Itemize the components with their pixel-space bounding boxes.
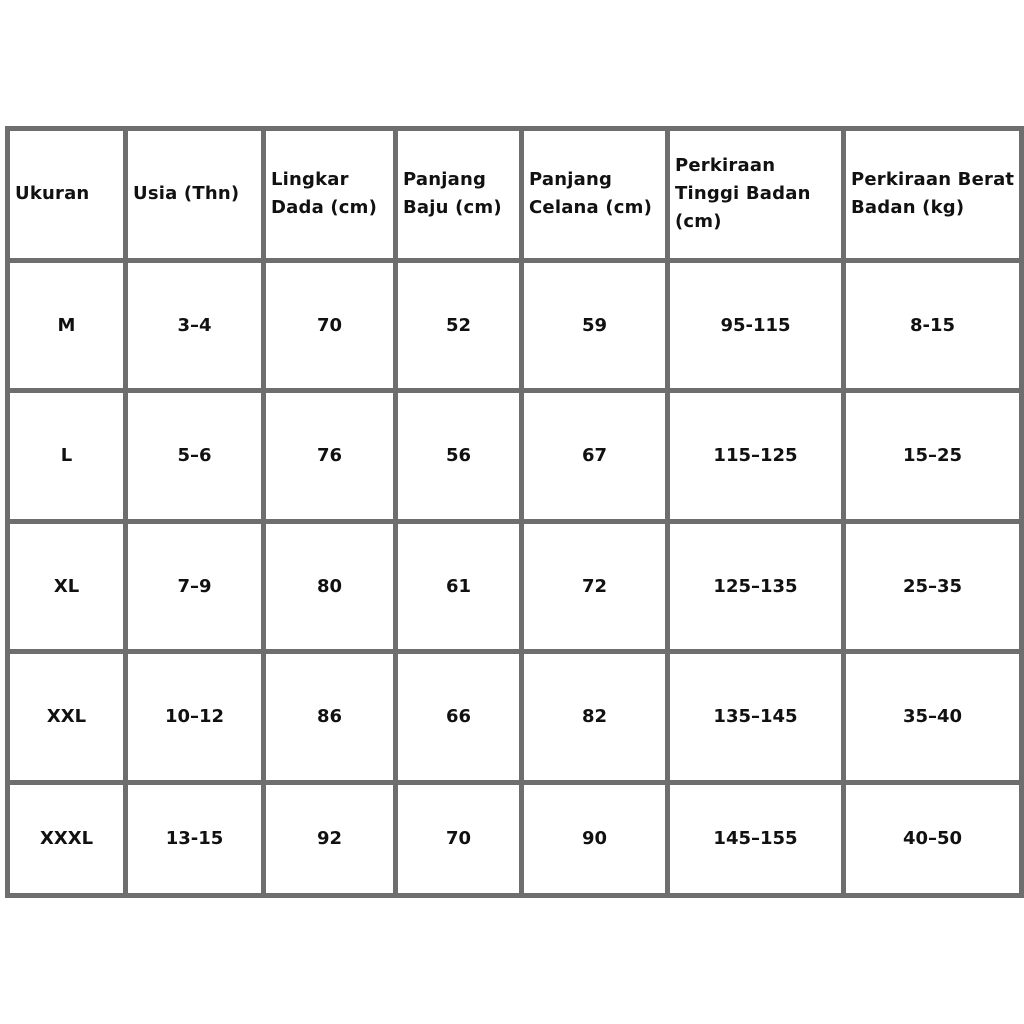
cell-panjang-baju: 52 <box>396 260 522 391</box>
cell-panjang-celana: 90 <box>522 782 668 896</box>
cell-panjang-celana: 82 <box>522 652 668 783</box>
table-row <box>8 652 1022 783</box>
cell-usia: 5–6 <box>126 391 264 522</box>
cell-berat-badan: 35–40 <box>844 652 1022 783</box>
header-usia: Usia (Thn) <box>126 129 264 261</box>
cell-tinggi-badan: 125–135 <box>668 521 844 652</box>
cell-usia: 7–9 <box>126 521 264 652</box>
cell-lingkar-dada: 76 <box>264 391 396 522</box>
cell-usia: 3–4 <box>126 260 264 391</box>
table-row <box>8 260 1022 391</box>
header-ukuran: Ukuran <box>8 129 126 261</box>
cell-lingkar-dada: 70 <box>264 260 396 391</box>
cell-panjang-celana: 59 <box>522 260 668 391</box>
header-lingkar-dada: Lingkar Dada (cm) <box>264 129 396 261</box>
size-chart-table <box>5 126 1024 898</box>
cell-panjang-baju: 61 <box>396 521 522 652</box>
cell-ukuran: XXXL <box>8 782 126 896</box>
header-berat-badan: Perkiraan Berat Badan (kg) <box>844 129 1022 261</box>
cell-berat-badan: 40–50 <box>844 782 1022 896</box>
cell-berat-badan: 25–35 <box>844 521 1022 652</box>
header-tinggi-badan: Perkiraan Tinggi Badan (cm) <box>668 129 844 261</box>
cell-lingkar-dada: 86 <box>264 652 396 783</box>
cell-tinggi-badan: 115–125 <box>668 391 844 522</box>
cell-usia: 13-15 <box>126 782 264 896</box>
header-panjang-celana: Panjang Celana (cm) <box>522 129 668 261</box>
table-row <box>8 521 1022 652</box>
cell-panjang-baju: 56 <box>396 391 522 522</box>
header-row <box>8 129 1022 261</box>
cell-berat-badan: 15–25 <box>844 391 1022 522</box>
cell-panjang-celana: 72 <box>522 521 668 652</box>
cell-berat-badan: 8-15 <box>844 260 1022 391</box>
cell-panjang-celana: 67 <box>522 391 668 522</box>
cell-usia: 10–12 <box>126 652 264 783</box>
cell-ukuran: L <box>8 391 126 522</box>
cell-tinggi-badan: 145–155 <box>668 782 844 896</box>
cell-panjang-baju: 66 <box>396 652 522 783</box>
cell-tinggi-badan: 95-115 <box>668 260 844 391</box>
cell-panjang-baju: 70 <box>396 782 522 896</box>
cell-tinggi-badan: 135–145 <box>668 652 844 783</box>
header-panjang-baju: Panjang Baju (cm) <box>396 129 522 261</box>
cell-lingkar-dada: 80 <box>264 521 396 652</box>
table-row <box>8 391 1022 522</box>
cell-lingkar-dada: 92 <box>264 782 396 896</box>
cell-ukuran: XXL <box>8 652 126 783</box>
cell-ukuran: XL <box>8 521 126 652</box>
cell-ukuran: M <box>8 260 126 391</box>
table-row <box>8 782 1022 896</box>
